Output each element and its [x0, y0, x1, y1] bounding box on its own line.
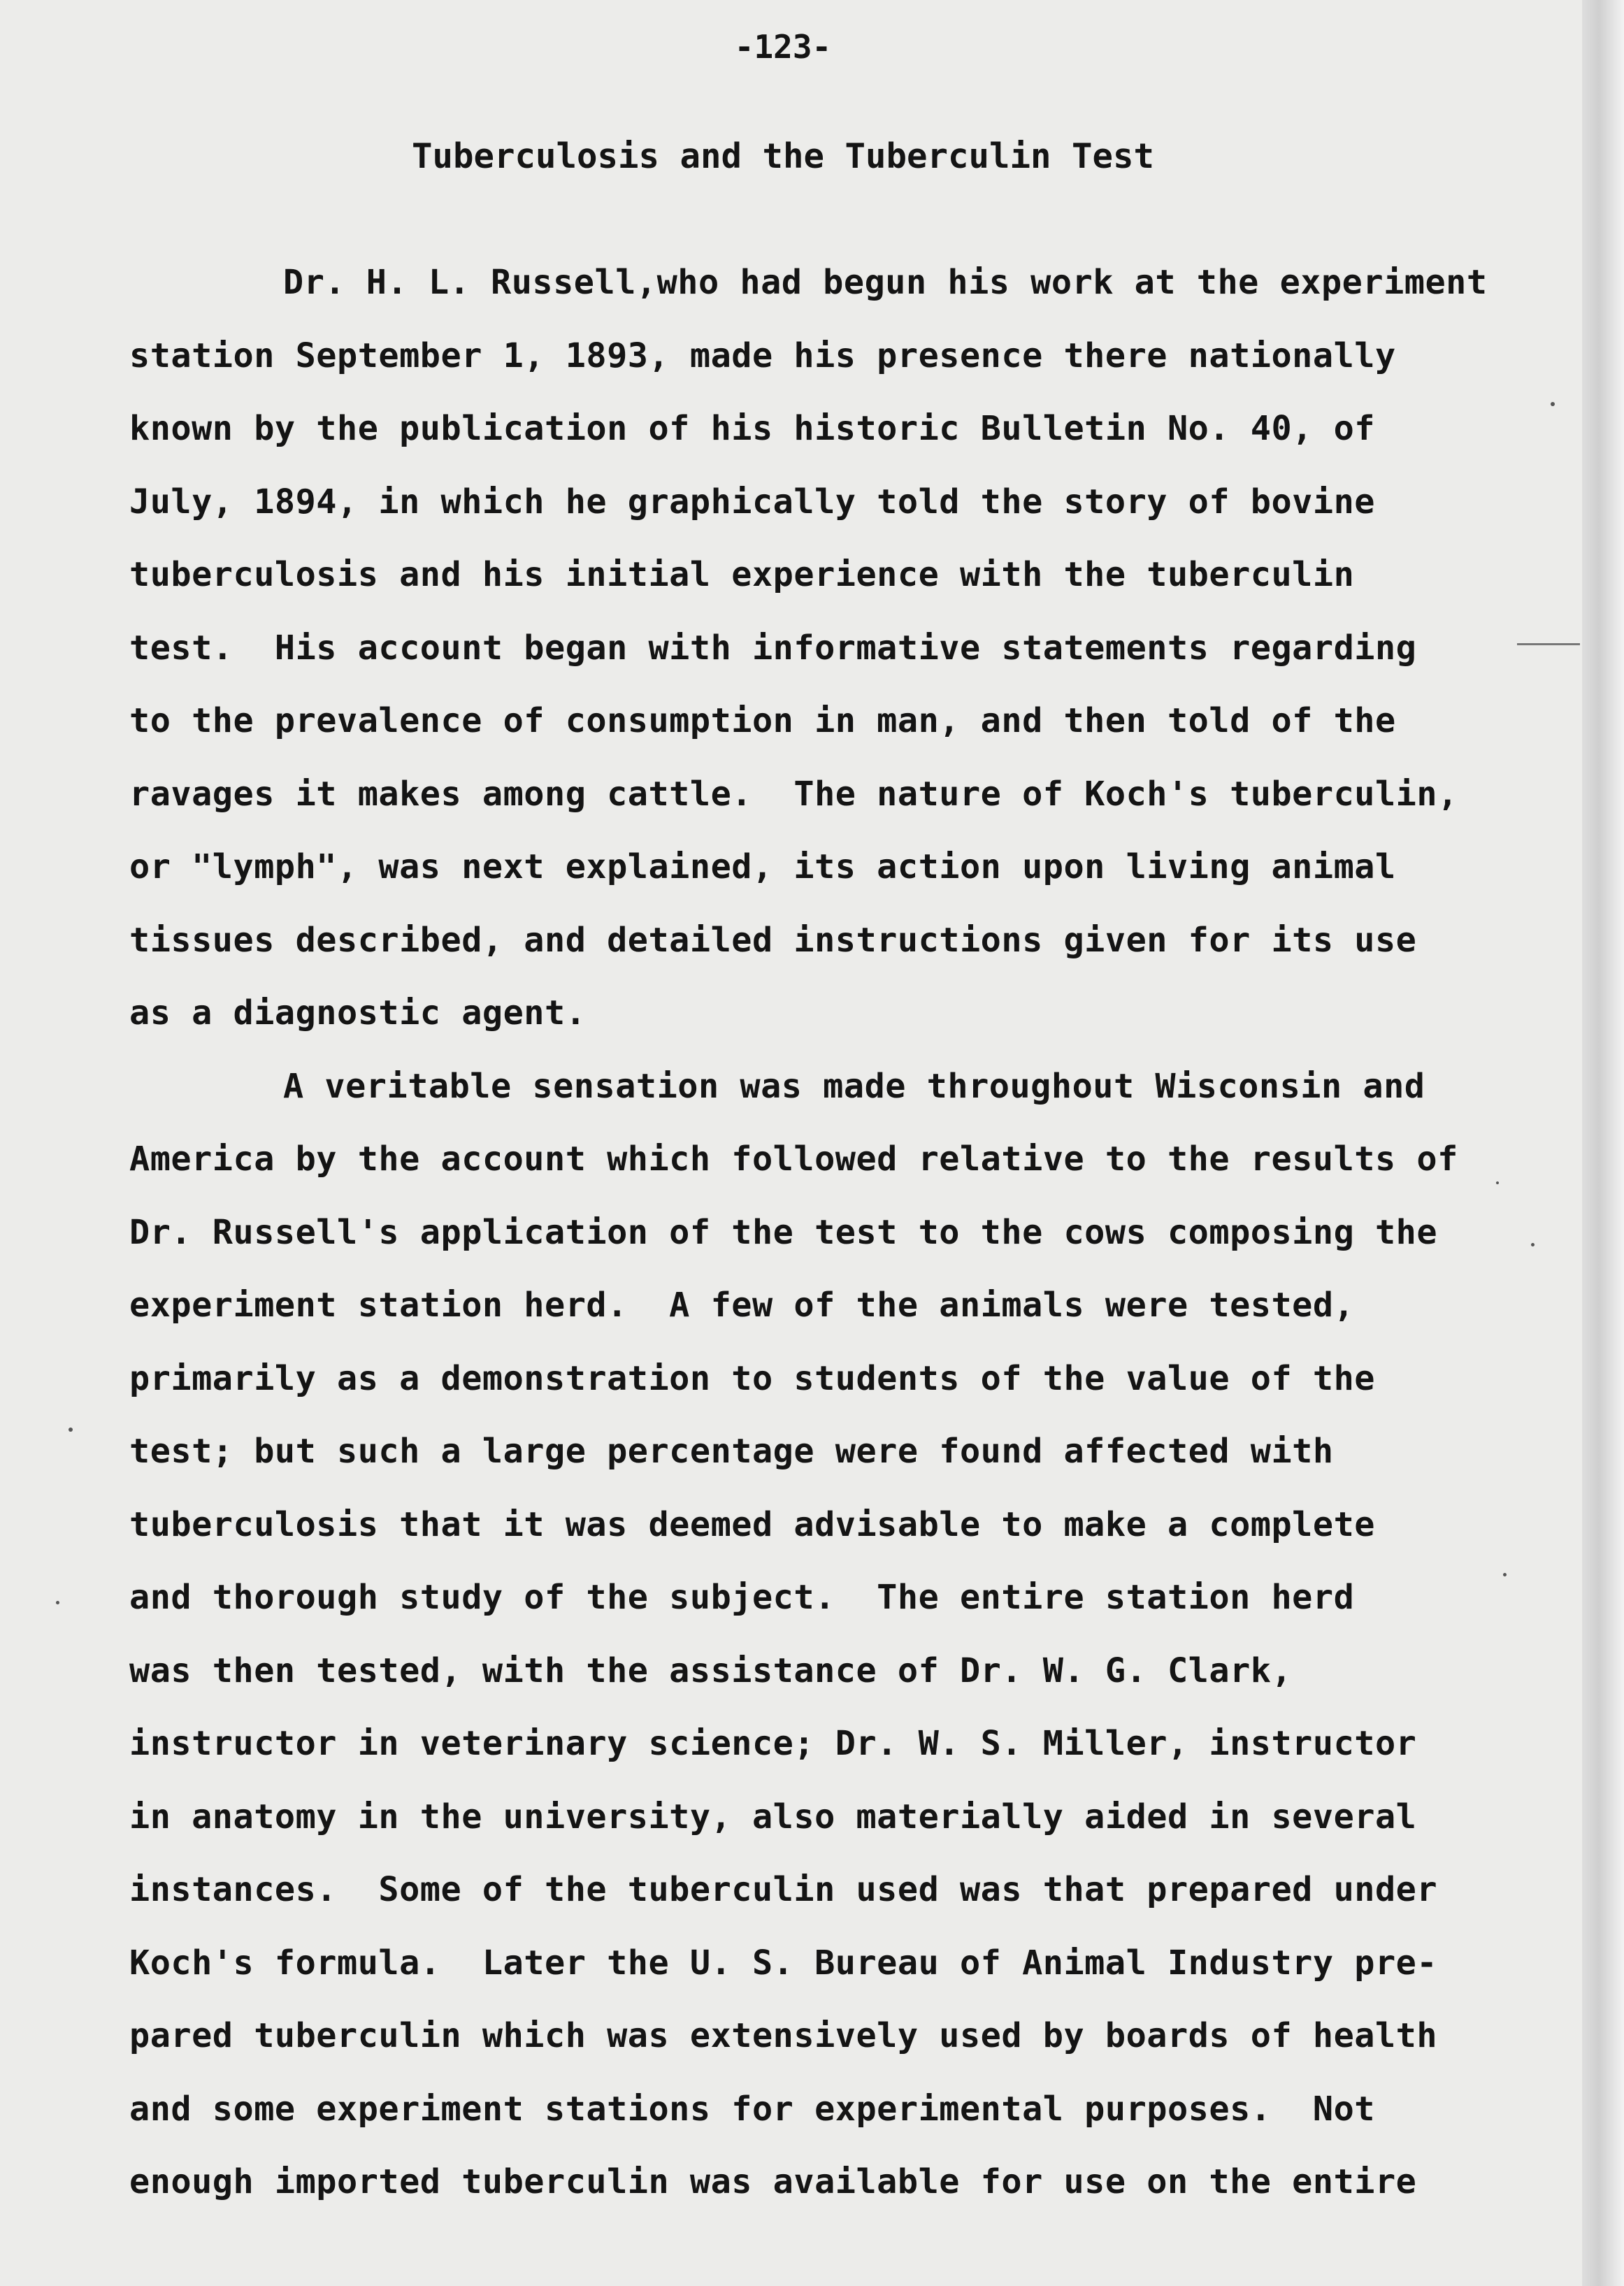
text-line: primarily as a demonstration to students of the value of the [129, 1358, 1375, 1398]
scan-speck [56, 1601, 59, 1604]
text-line: Dr. H. L. Russell,who had begun his work at the experiment [283, 263, 1488, 302]
text-line: and some experiment stations for experimental purposes. Not [129, 2089, 1375, 2129]
text-line: as a diagnostic agent. [129, 993, 587, 1033]
text-line: instances. Some of the tuberculin used was that prepared under [129, 1870, 1438, 1909]
text-line: July, 1894, in which he graphically told the story of bovine [129, 482, 1375, 522]
text-line: enough imported tuberculin was available for use on the entire [129, 2162, 1417, 2201]
scan-speck [1531, 1243, 1535, 1246]
page-title: Tuberculosis and the Tuberculin Test [411, 136, 1155, 176]
text-line: A veritable sensation was made throughout Wisconsin and [283, 1066, 1425, 1106]
text-line: tissues described, and detailed instructions given for its use [129, 920, 1417, 960]
text-line: pared tuberculin which was extensively used by boards of health [129, 2016, 1438, 2055]
text-line: to the prevalence of consumption in man, and then told of the [129, 701, 1396, 740]
text-line: ravages it makes among cattle. The nature of Koch's tuberculin, [129, 774, 1458, 814]
text-line: tuberculosis that it was deemed advisable to make a complete [129, 1504, 1375, 1544]
text-line: experiment station herd. A few of the animals were tested, [129, 1286, 1355, 1325]
text-line: or "lymph", was next explained, its action upon living animal [129, 847, 1396, 886]
scan-speck [1496, 1181, 1499, 1184]
scan-speck [69, 1428, 73, 1432]
page-edge-shadow [1582, 0, 1624, 2286]
text-line: station September 1, 1893, made his presence there nationally [129, 336, 1396, 375]
text-line: was then tested, with the assistance of Dr. W. G. Clark, [129, 1651, 1293, 1690]
text-line: instructor in veterinary science; Dr. W. S. Miller, instructor [129, 1724, 1417, 1763]
page-number: -123- [734, 28, 832, 66]
scan-speck [1551, 402, 1555, 406]
text-line: in anatomy in the university, also materially aided in several [129, 1797, 1417, 1836]
text-line: Koch's formula. Later the U. S. Bureau of Animal Industry pre- [129, 1943, 1438, 1983]
scan-speck [1517, 643, 1580, 645]
text-line: America by the account which followed relative to the results of [129, 1140, 1458, 1179]
paragraph-1 [129, 246, 1521, 1050]
text-line: Dr. Russell's application of the test to the cows composing the [129, 1212, 1438, 1252]
text-line: test; but such a large percentage were found affected with [129, 1432, 1334, 1471]
text-line: tuberculosis and his initial experience with the tuberculin [129, 555, 1355, 594]
text-line: test. His account began with informative statements regarding [129, 628, 1417, 668]
paragraph-2 [129, 1050, 1521, 2219]
text-line: and thorough study of the subject. The entire station herd [129, 1578, 1355, 1617]
body-text [129, 246, 1521, 2219]
scan-speck [1503, 1573, 1507, 1576]
text-line: known by the publication of his historic Bulletin No. 40, of [129, 409, 1375, 448]
